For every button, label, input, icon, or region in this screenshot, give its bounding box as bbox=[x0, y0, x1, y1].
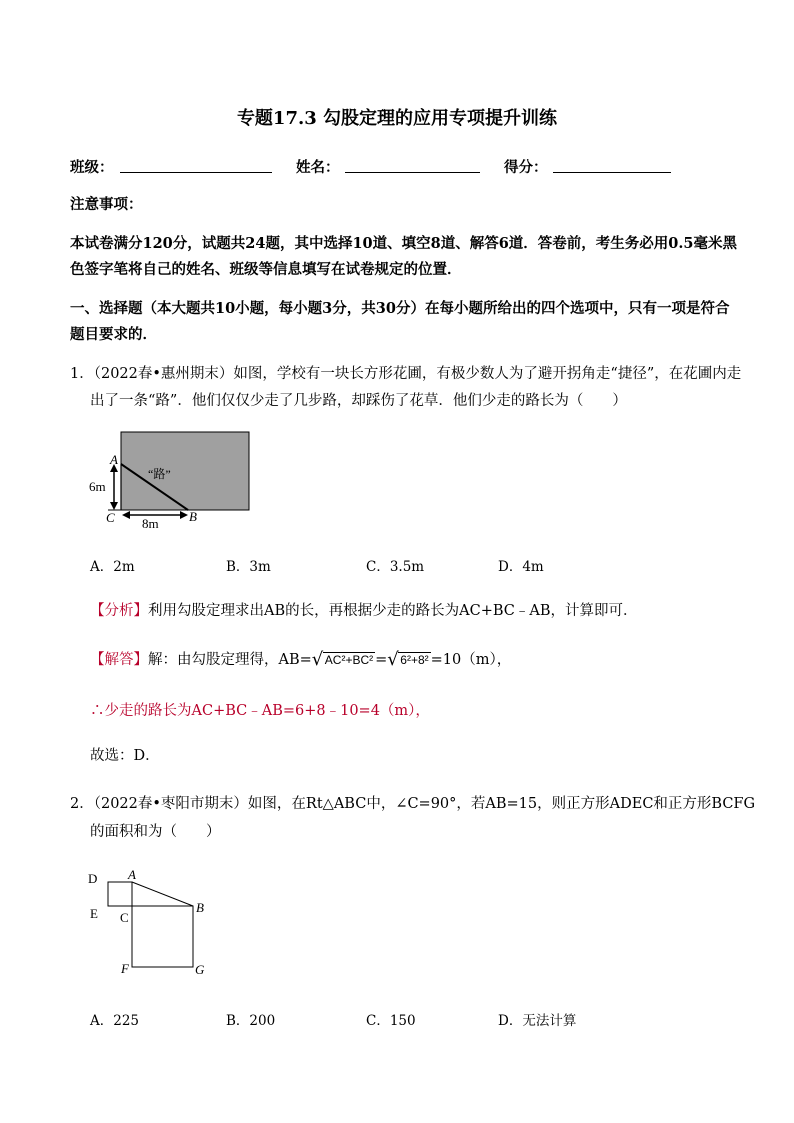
answer-line bbox=[90, 648, 511, 669]
label-A2: A bbox=[128, 867, 136, 882]
q1-stem-line2: 出了一条“路”．他们仅仅少走了几步路，却踩伤了花草．他们少走的路长为（ ） bbox=[90, 393, 627, 409]
q1-option-d[interactable]: D．4m bbox=[498, 559, 544, 575]
hypotenuse-ab bbox=[132, 882, 193, 906]
q1-option-c[interactable]: C．3.5m bbox=[366, 559, 425, 575]
answer-intro: 解：由勾股定理得，AB= bbox=[148, 652, 312, 668]
q2-option-d[interactable]: D．无法计算 bbox=[498, 1013, 577, 1029]
label-D: D bbox=[88, 871, 98, 886]
q1-stem-line1: 1．（2022春•惠州期末）如图，学校有一块长方形花圃，有极少数人为了避开拐角走“捷径”，在花圃内走 bbox=[70, 366, 742, 382]
section-heading-line1: 一、选择题（本大题共10小题，每小题3分，共30分）在每小题所给出的四个选项中，只有一项是符合 bbox=[70, 300, 730, 317]
label-G: G bbox=[195, 962, 205, 977]
square-bcfg bbox=[132, 906, 193, 967]
label-road: “路” bbox=[148, 467, 171, 481]
q1-option-b[interactable]: B．3m bbox=[226, 559, 271, 575]
label-F: F bbox=[121, 961, 129, 976]
answer-eq: = bbox=[375, 652, 388, 668]
conclusion: ∴少走的路长为AC+BC﹣AB=6+8﹣10=4（m）， bbox=[90, 703, 430, 719]
label-8m: 8m bbox=[142, 516, 159, 531]
q2-option-c[interactable]: C．150 bbox=[366, 1013, 416, 1029]
notes-title: 注意事项： bbox=[70, 196, 143, 213]
answer-result: =10（m）， bbox=[430, 652, 512, 668]
sqrt-1: √ AC²+BC² bbox=[311, 649, 374, 670]
q2-stem-line2: 的面积和为（ ） bbox=[90, 824, 221, 840]
q1-option-a[interactable]: A．2m bbox=[90, 559, 135, 575]
name-field[interactable] bbox=[345, 156, 480, 173]
class-label: 班级： bbox=[70, 159, 114, 176]
q2-option-a[interactable]: A．225 bbox=[90, 1013, 140, 1029]
label-B2: B bbox=[196, 900, 204, 915]
answer-tag: 【解答】 bbox=[90, 652, 148, 668]
q1-figure bbox=[84, 424, 264, 534]
q2-option-b[interactable]: B．200 bbox=[226, 1013, 276, 1029]
sqrt-2: √ 6²+8² bbox=[387, 649, 429, 670]
label-C: C bbox=[106, 510, 115, 525]
q2-stem-line1: 2．（2022春•枣阳市期末）如图，在Rt△ABC中，∠C=90°，若AB=15，则正方形ADEC和正方形BCFG bbox=[70, 796, 756, 812]
score-label: 得分： bbox=[504, 159, 548, 176]
name-label: 姓名： bbox=[296, 159, 340, 176]
sqrt-radicand-1: AC²+BC² bbox=[324, 653, 374, 667]
section-heading-line2: 题目要求的． bbox=[70, 326, 157, 343]
choice: 故选：D． bbox=[90, 748, 160, 764]
label-A: A bbox=[110, 452, 118, 467]
page-title: 专题17.3 勾股定理的应用专项提升训练 bbox=[236, 108, 558, 129]
class-field[interactable] bbox=[120, 156, 272, 173]
notes-line2: 色签字笔将自己的姓名、班级等信息填写在试卷规定的位置． bbox=[70, 261, 462, 278]
label-E: E bbox=[90, 906, 98, 921]
q2-figure bbox=[84, 864, 224, 979]
sqrt-radicand-2: 6²+8² bbox=[400, 653, 429, 667]
analysis-text: 利用勾股定理求出AB的长，再根据少走的路长为AC+BC﹣AB，计算即可． bbox=[148, 603, 638, 619]
notes-line1: 本试卷满分120分，试题共24题，其中选择10道、填空8道、解答6道．答卷前，考生务必用0.5毫米黑 bbox=[70, 235, 738, 252]
label-B: B bbox=[189, 509, 197, 524]
analysis-tag: 【分析】 bbox=[90, 603, 148, 619]
label-6m: 6m bbox=[89, 479, 106, 494]
square-adec bbox=[108, 882, 132, 906]
label-C2: C bbox=[120, 910, 129, 925]
flowerbed-rect bbox=[121, 432, 249, 510]
score-field[interactable] bbox=[553, 156, 671, 173]
